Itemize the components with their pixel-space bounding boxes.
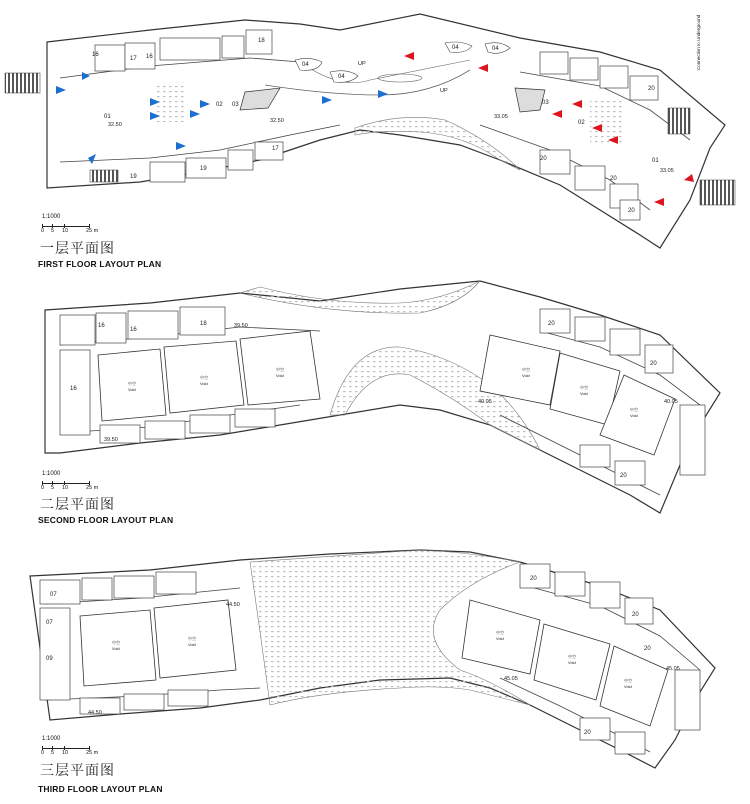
room-label: 01 — [652, 158, 659, 164]
void-label-cn: 中空 — [568, 654, 576, 659]
room-label: 02 — [216, 102, 223, 108]
room-label: 03 — [542, 100, 549, 106]
room-label: 20 — [632, 612, 639, 618]
first-floor-plan — [0, 0, 750, 270]
void-label-cn: 中空 — [276, 367, 284, 372]
room-label: 17 — [272, 146, 279, 152]
room-label: 19 — [130, 174, 137, 180]
void-label: Void — [112, 646, 120, 651]
room-label: 16 — [98, 323, 105, 329]
level-marker: 33.05 — [660, 168, 674, 174]
scale-tick: 10 — [62, 228, 69, 234]
side-note: Connection to Underground — [696, 14, 701, 70]
level-marker: 39.50 — [104, 437, 118, 443]
void-label-cn: 中空 — [112, 640, 120, 645]
level-marker: 33.05 — [494, 114, 508, 120]
void-label-cn: 中空 — [522, 367, 530, 372]
void-label: Void — [496, 636, 504, 641]
level-marker: 40.05 — [664, 399, 678, 405]
scale-tick: 25 m — [86, 228, 99, 234]
level-marker: 32.50 — [270, 118, 284, 124]
room-label: 19 — [200, 166, 207, 172]
room-label: 01 — [104, 114, 111, 120]
level-marker: 44.50 — [88, 710, 102, 716]
room-label: 04 — [492, 46, 499, 52]
scale-ratio: 1:1000 — [42, 214, 61, 220]
room-label: 16 — [92, 52, 99, 58]
up-label: UP — [440, 88, 448, 94]
scale-tick: 5 — [51, 485, 55, 491]
room-label: 20 — [648, 86, 655, 92]
void-label: Void — [128, 387, 136, 392]
room-label: 16 — [146, 54, 153, 60]
void-label-cn: 中空 — [580, 385, 588, 390]
void-label: Void — [522, 373, 530, 378]
plan-title-cn: 三层平面图 — [40, 763, 115, 779]
room-label: 20 — [584, 730, 591, 736]
room-label: 07 — [46, 620, 53, 626]
void-label-cn: 中空 — [200, 375, 208, 380]
room-label: 04 — [302, 62, 309, 68]
level-marker: 45.05 — [504, 676, 518, 682]
scale-tick: 0 — [41, 485, 45, 491]
room-label: 18 — [258, 38, 265, 44]
room-label: 20 — [548, 321, 555, 327]
level-marker: 39.50 — [234, 323, 248, 329]
room-label: 17 — [130, 56, 137, 62]
void-label-cn: 中空 — [128, 381, 136, 386]
plan-title-cn: 一层平面图 — [40, 241, 115, 257]
level-marker: 40.05 — [478, 399, 492, 405]
room-label: 04 — [338, 74, 345, 80]
level-marker: 32.50 — [108, 122, 122, 128]
plan-title: SECOND FLOOR LAYOUT PLAN — [38, 515, 174, 525]
room-label: 07 — [50, 592, 57, 598]
void-label-cn: 中空 — [496, 630, 504, 635]
room-label: 16 — [130, 327, 137, 333]
void-label: Void — [276, 373, 284, 378]
room-label: 18 — [200, 321, 207, 327]
scale-tick: 25 m — [86, 485, 99, 491]
scale-ratio: 1:1000 — [42, 471, 61, 477]
void-label: Void — [200, 381, 208, 386]
room-label: 20 — [610, 176, 617, 182]
room-label: 03 — [232, 102, 239, 108]
void-label-cn: 中空 — [624, 678, 632, 683]
room-label: 02 — [578, 120, 585, 126]
level-marker: 45.05 — [666, 666, 680, 672]
scale-tick: 5 — [51, 750, 55, 756]
scale-tick: 0 — [41, 228, 45, 234]
void-label-cn: 中空 — [630, 407, 638, 412]
room-label: 04 — [452, 45, 459, 51]
room-label: 20 — [628, 208, 635, 214]
scale-tick: 10 — [62, 485, 69, 491]
void-label: Void — [630, 413, 638, 418]
third-floor-plan — [0, 540, 750, 804]
room-label: 09 — [46, 656, 53, 662]
void-label: Void — [568, 660, 576, 665]
level-marker: 44.50 — [226, 602, 240, 608]
plan-title-cn: 二层平面图 — [40, 497, 115, 513]
up-label: UP — [358, 61, 366, 67]
scale-tick: 0 — [41, 750, 45, 756]
void-label: Void — [624, 684, 632, 689]
room-label: 20 — [650, 361, 657, 367]
scale-tick: 25 m — [86, 750, 99, 756]
room-label: 20 — [530, 576, 537, 582]
scale-tick: 5 — [51, 228, 55, 234]
room-label: 20 — [620, 473, 627, 479]
void-label-cn: 中空 — [188, 636, 196, 641]
room-label: 16 — [70, 386, 77, 392]
second-floor-plan — [0, 275, 750, 535]
plan-title: FIRST FLOOR LAYOUT PLAN — [38, 259, 162, 269]
void-label: Void — [580, 391, 588, 396]
room-label: 20 — [540, 156, 547, 162]
room-label: 20 — [644, 646, 651, 652]
first-floor-drawing — [0, 0, 750, 270]
void-label: Void — [188, 642, 196, 647]
scale-ratio: 1:1000 — [42, 736, 61, 742]
scale-tick: 10 — [62, 750, 69, 756]
plan-title: THIRD FLOOR LAYOUT PLAN — [38, 784, 163, 794]
